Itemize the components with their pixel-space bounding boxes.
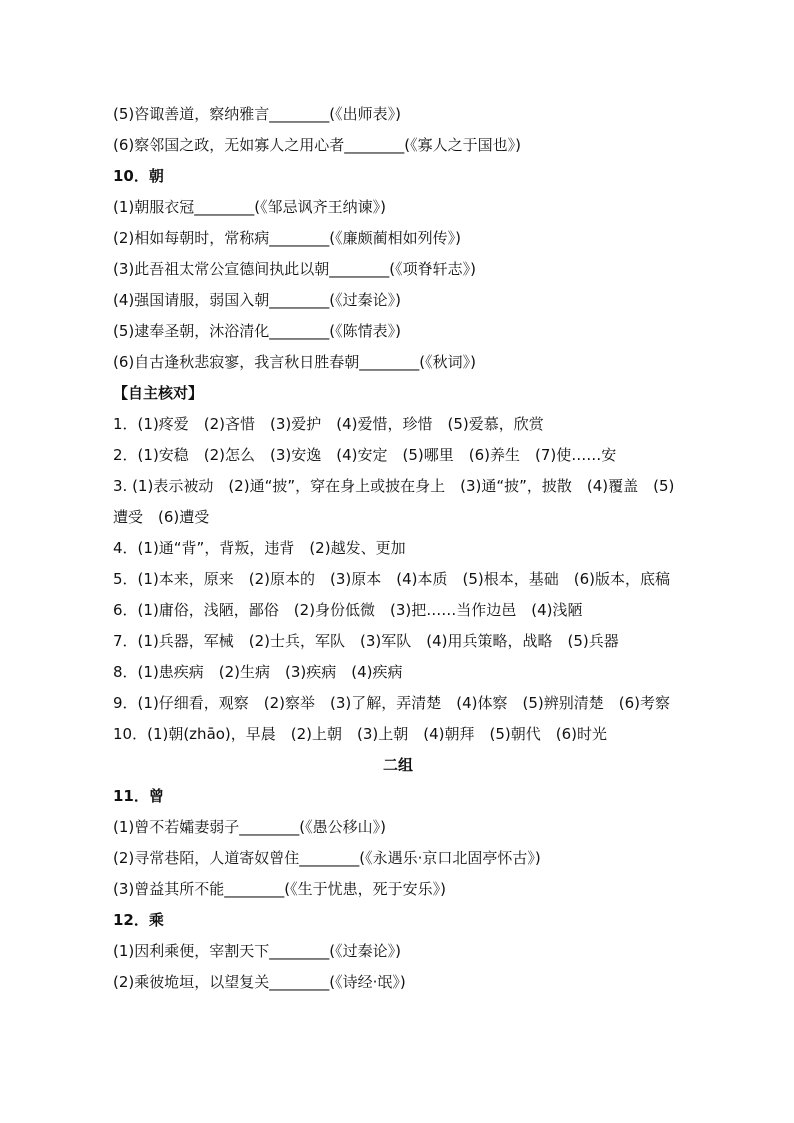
text-line: (4)强国请服，弱国入朝________(《过秦论》) [113, 291, 401, 309]
text-line: 6．(1)庸俗，浅陋，鄙俗 (2)身份低微 (3)把……当作边邑 (4)浅陋 [113, 601, 583, 619]
document-content [113, 99, 683, 998]
text-line: (1)朝服衣冠________(《邹忌讽齐王纳谏》) [113, 198, 386, 216]
text-line: 4．(1)通“背”，背叛，违背 (2)越发、更加 [113, 539, 406, 557]
text-line: (6)察邻国之政，无如寡人之用心者________(《寡人之于国也》) [113, 136, 521, 154]
section-heading: 二组 [382, 756, 413, 774]
section-heading: 12．乘 [113, 911, 164, 929]
text-line: (1)因利乘便，宰割天下________(《过秦论》) [113, 942, 401, 960]
text-line: (5)逮奉圣朝，沐浴清化________(《陈情表》) [113, 322, 401, 340]
section-heading: 【自主核对】 [113, 384, 204, 402]
text-line: (2)寻常巷陌，人道寄奴曾住________(《永遇乐·京口北固亭怀古》) [113, 849, 541, 867]
text-line: (3)曾益其所不能________(《生于忧患，死于安乐》) [113, 880, 446, 898]
text-line: 9．(1)仔细看，观察 (2)察举 (3)了解，弄清楚 (4)体察 (5)辨别清楚 (6)考察 [113, 694, 671, 712]
text-line: (6)自古逢秋悲寂寥，我言秋日胜春朝________(《秋词》) [113, 353, 476, 371]
text-line: 3. (1)表示被动 (2)通“披”，穿在身上或披在身上 (3)通“披”，披散 (4)覆盖 (5)遭受 (6)遭受 [113, 477, 675, 526]
text-line: 5．(1)本来，原来 (2)原本的 (3)原本 (4)本质 (5)根本，基础 (6)版本，底稿 [113, 570, 671, 588]
text-line: 8．(1)患疾病 (2)生病 (3)疾病 (4)疾病 [113, 663, 403, 681]
text-line: 2．(1)安稳 (2)怎么 (3)安逸 (4)安定 (5)哪里 (6)养生 (7)使……安 [113, 446, 617, 464]
text-line: (3)此吾祖太常公宣德间执此以朝________(《项脊轩志》) [113, 260, 476, 278]
text-line: 7．(1)兵器，军械 (2)士兵，军队 (3)军队 (4)用兵策略，战略 (5)兵器 [113, 632, 619, 650]
text-line: (2)相如每朝时，常称病________(《廉颇蔺相如列传》) [113, 229, 461, 247]
section-heading: 10．朝 [113, 167, 164, 185]
text-line: (1)曾不若孀妻弱子________(《愚公移山》) [113, 818, 386, 836]
text-line: (2)乘彼垝垣，以望复关________(《诗经·氓》) [113, 973, 406, 991]
text-line: (5)咨诹善道，察纳雅言________(《出师表》) [113, 105, 401, 123]
text-line: 10．(1)朝(zhāo)，早晨 (2)上朝 (3)上朝 (4)朝拜 (5)朝代 (6)时光 [113, 725, 608, 743]
section-heading: 11．曾 [113, 787, 164, 805]
text-line: 1．(1)疼爱 (2)吝惜 (3)爱护 (4)爱惜，珍惜 (5)爱慕，欣赏 [113, 415, 544, 433]
